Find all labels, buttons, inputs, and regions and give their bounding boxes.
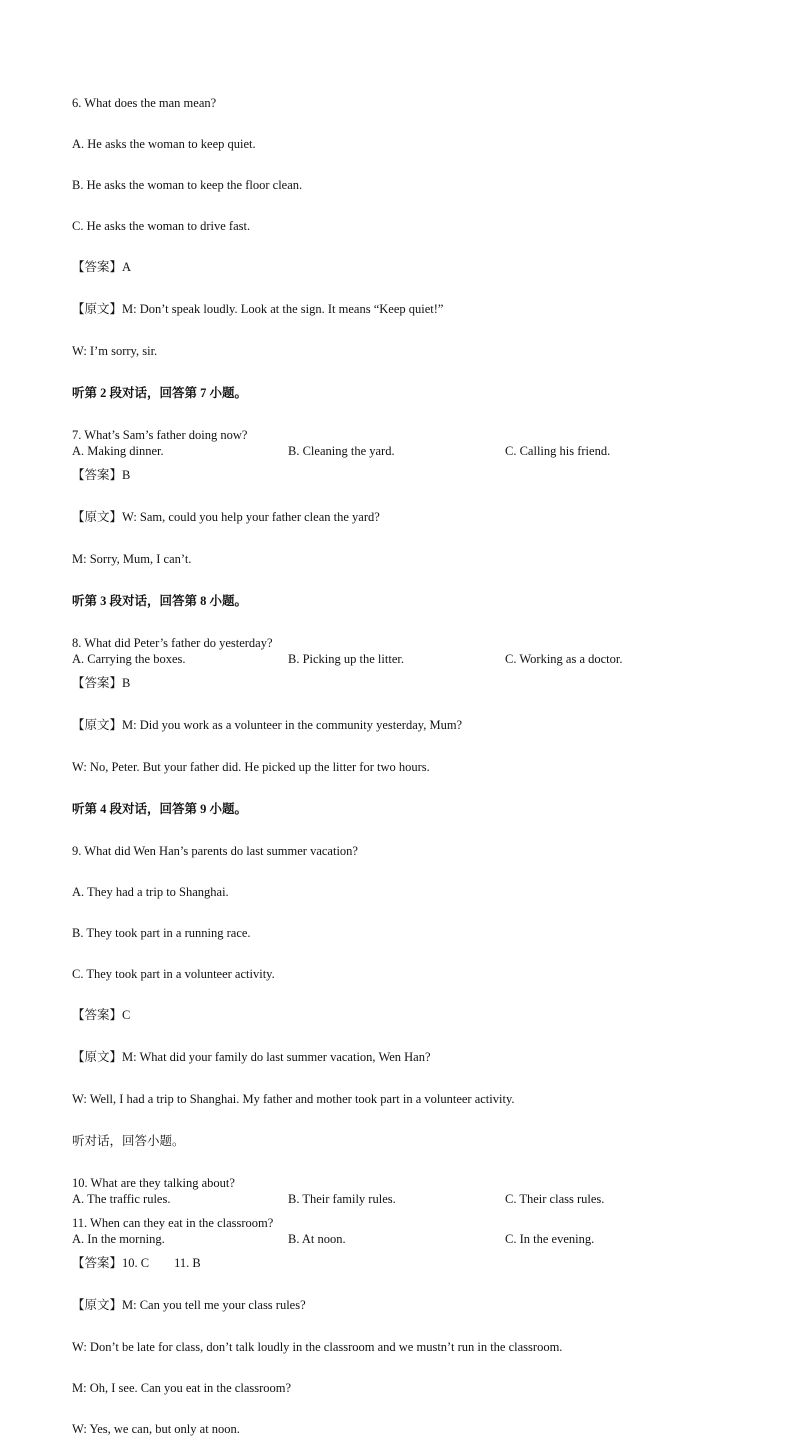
q7-options bbox=[72, 443, 732, 467]
section-heading-5: 听对话，回答小题。 bbox=[72, 1134, 185, 1148]
question-6: 6. What does the man mean? bbox=[72, 96, 217, 110]
q11-options bbox=[72, 1231, 732, 1255]
q7-option-a: A. Making dinner. bbox=[72, 444, 164, 458]
question-9: 9. What did Wen Han’s parents do last summer vacation? bbox=[72, 844, 358, 858]
q7-script-line-1: 【原文】W: Sam, could you help your father clean the yard? bbox=[72, 510, 380, 524]
q9-option-a: A. They had a trip to Shanghai. bbox=[72, 885, 229, 899]
question-10: 10. What are they talking about? bbox=[72, 1176, 235, 1190]
q8-option-b: B. Picking up the litter. bbox=[288, 652, 404, 666]
q8-script-line-1: 【原文】M: Did you work as a volunteer in the community yesterday, Mum? bbox=[72, 718, 463, 732]
question-11: 11. When can they eat in the classroom? bbox=[72, 1216, 274, 1230]
document-page bbox=[72, 95, 732, 1437]
q10-options bbox=[72, 1191, 732, 1215]
q8-options bbox=[72, 651, 732, 675]
q11-option-a: A. In the morning. bbox=[72, 1232, 165, 1246]
q10-option-c: C. Their class rules. bbox=[505, 1192, 605, 1206]
q8-answer: 【答案】B bbox=[72, 676, 131, 690]
q9-script-line-1: 【原文】M: What did your family do last summer vacation, Wen Han? bbox=[72, 1050, 431, 1064]
q10-11-script-line-1: 【原文】M: Can you tell me your class rules? bbox=[72, 1298, 306, 1312]
q7-script-line-2: M: Sorry, Mum, I can’t. bbox=[72, 552, 192, 566]
q6-answer: 【答案】A bbox=[72, 260, 132, 274]
q10-11-answer: 【答案】10. C 11. B bbox=[72, 1256, 201, 1270]
q11-option-c: C. In the evening. bbox=[505, 1232, 595, 1246]
q10-option-a: A. The traffic rules. bbox=[72, 1192, 171, 1206]
q6-option-c: C. He asks the woman to drive fast. bbox=[72, 219, 251, 233]
q9-option-c: C. They took part in a volunteer activity. bbox=[72, 967, 275, 981]
question-8: 8. What did Peter’s father do yesterday? bbox=[72, 636, 273, 650]
question-7: 7. What’s Sam’s father doing now? bbox=[72, 428, 248, 442]
q10-option-b: B. Their family rules. bbox=[288, 1192, 396, 1206]
section-heading-3: 听第 3 段对话，回答第 8 小题。 bbox=[72, 594, 248, 608]
q8-option-a: A. Carrying the boxes. bbox=[72, 652, 186, 666]
q10-11-script-line-4: W: Yes, we can, but only at noon. bbox=[72, 1422, 240, 1436]
q8-option-c: C. Working as a doctor. bbox=[505, 652, 623, 666]
section-heading-4: 听第 4 段对话，回答第 9 小题。 bbox=[72, 802, 248, 816]
q6-script-line-1: 【原文】M: Don’t speak loudly. Look at the sign. It means “Keep quiet!” bbox=[72, 302, 444, 316]
q6-option-b: B. He asks the woman to keep the floor clean. bbox=[72, 178, 303, 192]
q9-answer: 【答案】C bbox=[72, 1008, 131, 1022]
q7-answer: 【答案】B bbox=[72, 468, 131, 482]
q7-option-b: B. Cleaning the yard. bbox=[288, 444, 395, 458]
q7-option-c: C. Calling his friend. bbox=[505, 444, 611, 458]
q9-option-b: B. They took part in a running race. bbox=[72, 926, 251, 940]
q6-script-line-2: W: I’m sorry, sir. bbox=[72, 344, 158, 358]
q10-11-script-line-2: W: Don’t be late for class, don’t talk loudly in the classroom and we mustn’t run in the classroom. bbox=[72, 1340, 563, 1354]
section-heading-2: 听第 2 段对话，回答第 7 小题。 bbox=[72, 386, 248, 400]
q6-option-a: A. He asks the woman to keep quiet. bbox=[72, 137, 256, 151]
q9-script-line-2: W: Well, I had a trip to Shanghai. My father and mother took part in a volunteer activity. bbox=[72, 1092, 515, 1106]
q11-option-b: B. At noon. bbox=[288, 1232, 346, 1246]
q8-script-line-2: W: No, Peter. But your father did. He picked up the litter for two hours. bbox=[72, 760, 430, 774]
q10-11-script-line-3: M: Oh, I see. Can you eat in the classroom? bbox=[72, 1381, 292, 1395]
